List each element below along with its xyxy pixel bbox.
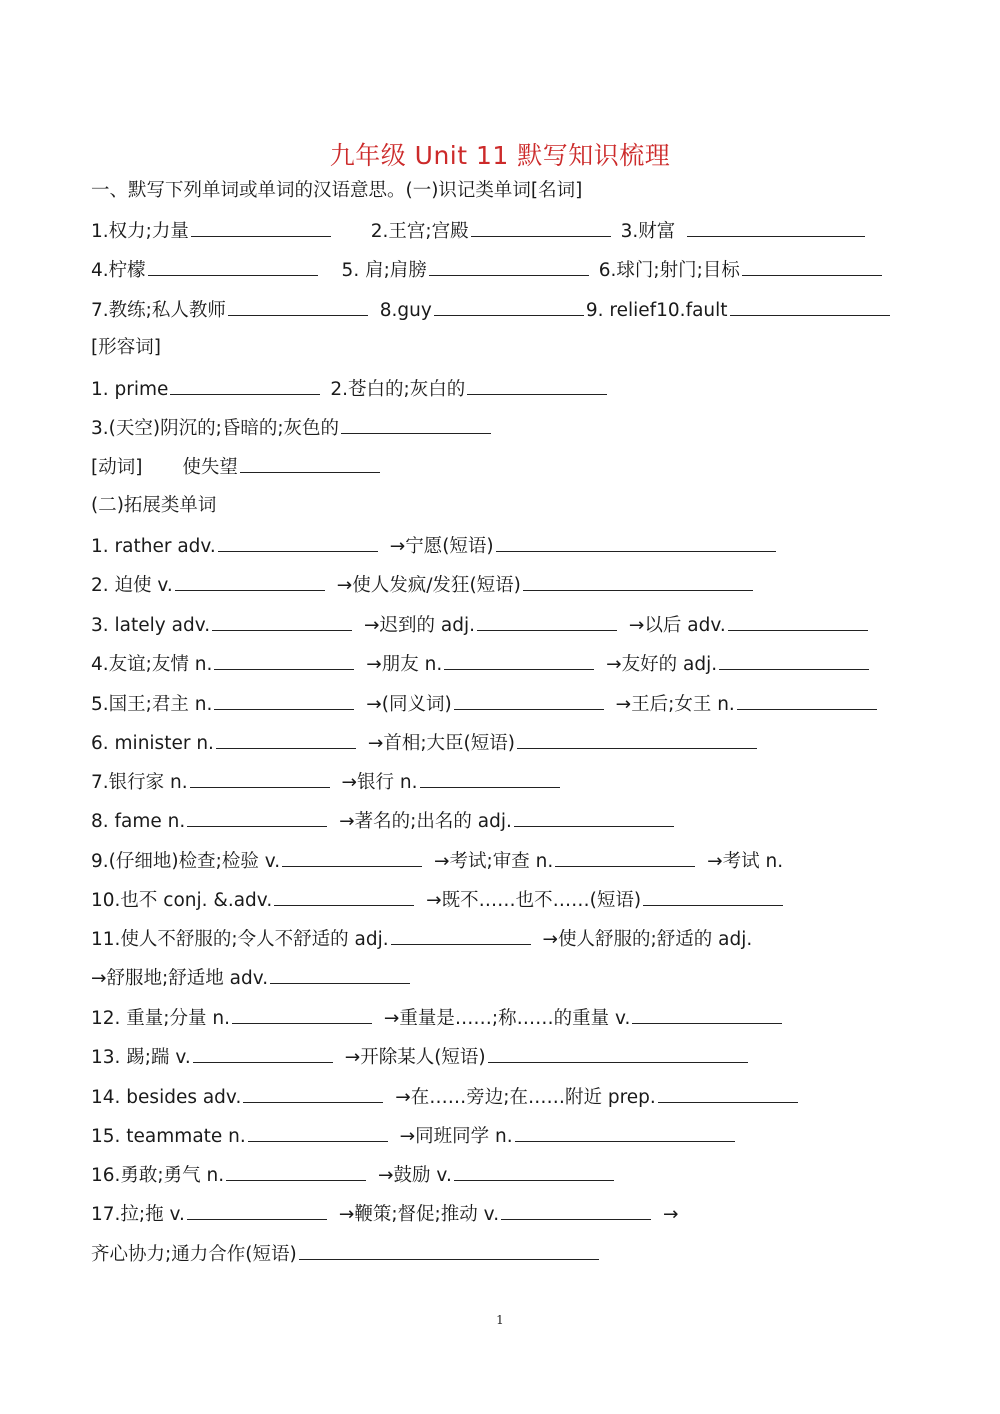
worksheet-line <box>91 295 892 323</box>
item-label: 1. prime <box>91 379 169 400</box>
answer-blank[interactable] <box>488 1042 748 1063</box>
item-label: 5.国王;君主 n. <box>91 694 213 715</box>
item-label: 1. rather adv. <box>91 536 216 557</box>
answer-blank[interactable] <box>555 846 695 867</box>
answer-blank[interactable] <box>214 649 354 670</box>
answer-blank[interactable] <box>212 610 352 631</box>
item-label: →鞭策;督促;推动 v. <box>338 1204 500 1225</box>
answer-blank[interactable] <box>742 255 882 276</box>
answer-blank[interactable] <box>658 1082 798 1103</box>
item-label: 17.拉;拖 v. <box>91 1204 185 1225</box>
answer-blank[interactable] <box>454 1160 614 1181</box>
answer-blank[interactable] <box>243 1082 383 1103</box>
item-label: →在……旁边;在……附近 prep. <box>395 1087 656 1108</box>
item-label: 2.苍白的;灰白的 <box>330 379 466 400</box>
answer-blank[interactable] <box>496 531 776 552</box>
item-label: 齐心协力;通力合作(短语) <box>91 1244 297 1265</box>
worksheet-line <box>91 1121 737 1149</box>
item-label: →鼓励 v. <box>378 1165 452 1186</box>
item-label: 8. fame n. <box>91 811 186 832</box>
item-label: → <box>662 1204 679 1225</box>
answer-blank[interactable] <box>226 1160 366 1181</box>
worksheet-line <box>91 649 871 677</box>
item-label: →以后 adv. <box>628 615 726 636</box>
answer-blank[interactable] <box>728 610 868 631</box>
answer-blank[interactable] <box>467 374 607 395</box>
answer-blank[interactable] <box>187 806 327 827</box>
item-label: 3.财富 <box>620 221 676 242</box>
item-label: →首相;大臣(短语) <box>367 733 515 754</box>
answer-blank[interactable] <box>282 846 422 867</box>
item-label: →重量是……;称……的重量 v. <box>383 1008 631 1029</box>
worksheet-line <box>91 216 867 244</box>
worksheet-line <box>91 963 412 991</box>
item-label: 9.(仔细地)检查;检验 v. <box>91 851 281 872</box>
answer-blank[interactable] <box>232 1003 372 1024</box>
answer-blank[interactable] <box>218 531 378 552</box>
answer-blank[interactable] <box>687 216 865 237</box>
worksheet-line <box>91 885 785 913</box>
item-label: 6.球门;射门;目标 <box>598 260 740 281</box>
item-label: 3.(天空)阴沉的;昏暗的;灰色的 <box>91 418 340 439</box>
item-label: 9. relief10.fault <box>585 300 728 321</box>
answer-blank[interactable] <box>274 885 414 906</box>
worksheet-line <box>91 570 755 598</box>
answer-blank[interactable] <box>429 255 589 276</box>
item-label: →考试 n. <box>707 851 784 872</box>
worksheet-line <box>91 255 884 283</box>
answer-blank[interactable] <box>719 649 869 670</box>
item-label: →使人发疯/发狂(短语) <box>336 575 521 596</box>
answer-blank[interactable] <box>148 255 318 276</box>
answer-blank[interactable] <box>191 216 331 237</box>
item-label: 7.银行家 n. <box>91 772 188 793</box>
item-label: 10.也不 conj. &.adv. <box>91 890 273 911</box>
verb-header: [动词] <box>91 457 143 478</box>
answer-blank[interactable] <box>517 728 757 749</box>
item-label: 16.勇敢;勇气 n. <box>91 1165 225 1186</box>
answer-blank[interactable] <box>632 1003 782 1024</box>
item-label: →开除某人(短语) <box>344 1047 486 1068</box>
section-header <box>91 334 161 362</box>
item-label: →著名的;出名的 adj. <box>339 811 512 832</box>
answer-blank[interactable] <box>341 413 491 434</box>
section-intro <box>91 177 582 205</box>
answer-blank[interactable] <box>444 649 594 670</box>
worksheet-line <box>91 374 609 402</box>
answer-blank[interactable] <box>501 1199 651 1220</box>
adj-header: [形容词] <box>91 337 161 358</box>
answer-blank[interactable] <box>514 806 674 827</box>
item-label: →舒服地;舒适地 adv. <box>91 968 269 989</box>
item-label: →宁愿(短语) <box>389 536 494 557</box>
answer-blank[interactable] <box>737 689 877 710</box>
worksheet-line <box>91 1199 678 1227</box>
item-label: 6. minister n. <box>91 733 214 754</box>
answer-blank[interactable] <box>193 1042 333 1063</box>
section-header <box>91 492 216 520</box>
answer-blank[interactable] <box>248 1121 388 1142</box>
worksheet-line <box>91 689 879 717</box>
item-label: →迟到的 adj. <box>363 615 475 636</box>
item-label: 11.使人不舒服的;令人不舒适的 adj. <box>91 929 389 950</box>
worksheet-line <box>91 610 870 638</box>
page-number: 1 <box>496 1313 504 1327</box>
item-label: 使失望 <box>182 457 238 478</box>
worksheet-line <box>91 1003 784 1031</box>
worksheet-line <box>91 767 562 795</box>
item-label: →考试;审查 n. <box>433 851 554 872</box>
item-label: →王后;女王 n. <box>615 694 735 715</box>
answer-blank[interactable] <box>454 689 604 710</box>
answer-blank[interactable] <box>643 885 783 906</box>
item-label: →友好的 adj. <box>606 654 718 675</box>
answer-blank[interactable] <box>187 1199 327 1220</box>
worksheet-line <box>91 924 752 952</box>
worksheet-line <box>91 452 382 480</box>
item-label: 8.guy <box>379 300 432 321</box>
item-label: →使人舒服的;舒适的 adj. <box>542 929 753 950</box>
item-label: →朋友 n. <box>366 654 443 675</box>
item-label: →同班同学 n. <box>399 1126 513 1147</box>
answer-blank[interactable] <box>190 767 330 788</box>
item-label: 2. 迫使 v. <box>91 575 173 596</box>
item-label: →银行 n. <box>341 772 418 793</box>
worksheet-line <box>91 1239 601 1267</box>
worksheet-line <box>91 1082 800 1110</box>
answer-blank[interactable] <box>216 728 356 749</box>
answer-blank[interactable] <box>523 570 753 591</box>
item-label: 14. besides adv. <box>91 1087 242 1108</box>
answer-blank[interactable] <box>299 1239 599 1260</box>
item-label: 12. 重量;分量 n. <box>91 1008 231 1029</box>
answer-blank[interactable] <box>515 1121 735 1142</box>
worksheet-line <box>91 531 778 559</box>
answer-blank[interactable] <box>175 570 325 591</box>
worksheet-line <box>91 806 676 834</box>
answer-blank[interactable] <box>420 767 560 788</box>
answer-blank[interactable] <box>214 689 354 710</box>
item-label: 4.友谊;友情 n. <box>91 654 213 675</box>
item-label: →(同义词) <box>366 694 452 715</box>
item-label: 15. teammate n. <box>91 1126 246 1147</box>
worksheet-line <box>91 846 783 874</box>
answer-blank[interactable] <box>434 295 584 316</box>
item-label: 4.柠檬 <box>91 260 146 281</box>
answer-blank[interactable] <box>391 924 531 945</box>
item-label: 7.教练;私人教师 <box>91 300 226 321</box>
item-label: 2.王宫;宫殿 <box>370 221 469 242</box>
item-label: 13. 踢;踹 v. <box>91 1047 191 1068</box>
worksheet-line <box>91 728 759 756</box>
answer-blank[interactable] <box>471 216 611 237</box>
answer-blank[interactable] <box>240 452 380 473</box>
worksheet-line <box>91 1042 750 1070</box>
answer-blank[interactable] <box>270 963 410 984</box>
item-label: 1.权力;力量 <box>91 221 189 242</box>
answer-blank[interactable] <box>730 295 890 316</box>
item-label: 3. lately adv. <box>91 615 211 636</box>
item-label: →既不……也不……(短语) <box>426 890 642 911</box>
ext-header: (二)拓展类单词 <box>91 495 217 516</box>
answer-blank[interactable] <box>477 610 617 631</box>
answer-blank[interactable] <box>228 295 368 316</box>
intro-text: 一、默写下列单词或单词的汉语意思。(一)识记类单词[名词] <box>91 180 583 201</box>
item-label: 5. 肩;肩膀 <box>341 260 427 281</box>
worksheet-line <box>91 413 493 441</box>
worksheet-line <box>91 1160 616 1188</box>
answer-blank[interactable] <box>170 374 320 395</box>
page-title: 九年级 Unit 11 默写知识梳理 <box>329 141 671 170</box>
